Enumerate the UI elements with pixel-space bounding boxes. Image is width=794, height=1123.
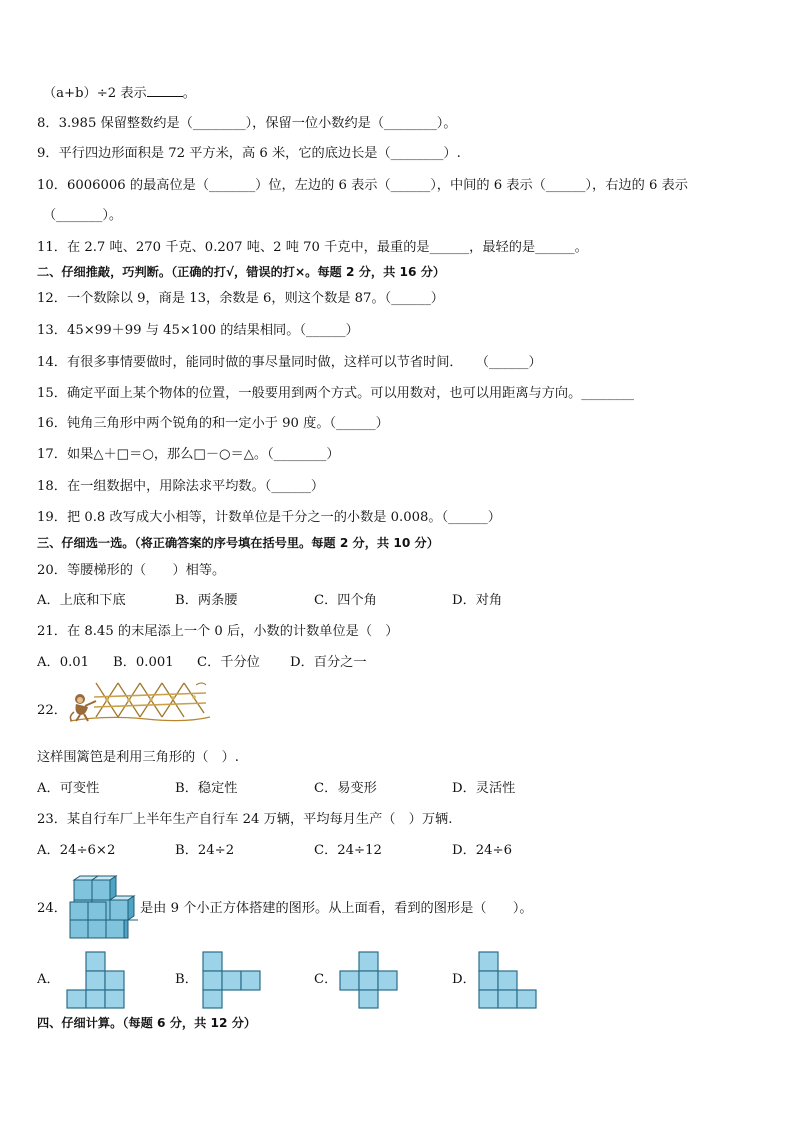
- q22-option-d[interactable]: D．灵活性: [452, 781, 516, 796]
- q7-suffix: 。: [182, 86, 196, 101]
- q22-option-b[interactable]: B．稳定性: [175, 781, 238, 796]
- question-22-number: 22．: [37, 703, 67, 718]
- q20-option-c[interactable]: C．四个角: [314, 593, 377, 608]
- q21-option-c[interactable]: C．千分位: [197, 655, 260, 670]
- q24-option-c-label[interactable]: C．: [314, 972, 338, 987]
- q20-option-b[interactable]: B．两条腰: [175, 593, 238, 608]
- question-16: 16．钝角三角形中两个锐角的和一定小于 90 度。（______）: [37, 416, 389, 431]
- question-23: 23．某自行车厂上半年生产自行车 24 万辆，平均每月生产（ ）万辆.: [37, 812, 453, 827]
- q7-tail: [43, 83, 196, 104]
- question-12: 12．一个数除以 9，商是 13，余数是 6，则这个数是 87。（______）: [37, 291, 444, 306]
- q7-blank[interactable]: [147, 83, 183, 97]
- question-24-text: 是由 9 个小正方体搭建的图形。从上面看，看到的图形是（ ）。: [140, 901, 533, 916]
- section-3-title: 三、仔细选一选。（将正确答案的序号填在括号里。每题 2 分，共 10 分）: [37, 536, 439, 550]
- question-10-line2: （_______）。: [43, 208, 123, 223]
- monkey-figure: [70, 694, 96, 721]
- section-4-title: 四、仔细计算。（每题 6 分，共 12 分）: [37, 1016, 257, 1030]
- question-8: 8．3.985 保留整数约是（________），保留一位小数约是（________）。: [37, 116, 457, 131]
- question-9: 9．平行四边形面积是 72 平方米，高 6 米，它的底边长是（________）.: [37, 146, 461, 161]
- q21-option-b[interactable]: B．0.001: [113, 655, 174, 670]
- q22-option-a[interactable]: A．可变性: [37, 781, 100, 796]
- q20-option-d[interactable]: D．对角: [452, 593, 503, 608]
- question-18: 18．在一组数据中，用除法求平均数。（______）: [37, 479, 325, 494]
- q23-option-b[interactable]: B．24÷2: [175, 843, 235, 858]
- q23-option-d[interactable]: D．24÷6: [452, 843, 512, 858]
- question-24-number: 24．: [37, 901, 67, 916]
- q7-text: （a+b）÷2 表示: [43, 86, 147, 101]
- question-11: 11．在 2.7 吨、270 千克、0.207 吨、2 吨 70 千克中，最重的是______，最轻的是______。: [37, 240, 588, 255]
- q24-option-c-figure[interactable]: [339, 951, 399, 1009]
- q24-option-a-label[interactable]: A．: [37, 972, 60, 987]
- question-22-text: 这样围篱笆是利用三角形的（ ）.: [37, 750, 240, 765]
- q24-option-b-figure[interactable]: [202, 951, 262, 1009]
- cube-stack-illustration: [68, 874, 140, 940]
- question-17: 17．如果△＋□＝○，那么□－○＝△。（________）: [37, 447, 340, 462]
- q24-option-d-figure[interactable]: [478, 951, 538, 1009]
- question-20: 20．等腰梯形的（ ）相等。: [37, 563, 226, 578]
- q21-option-a[interactable]: A．0.01: [37, 655, 90, 670]
- section-2-title: 二、仔细推敲，巧判断。（正确的打√，错误的打×。每题 2 分，共 16 分）: [37, 265, 446, 279]
- question-15: 15．确定平面上某个物体的位置，一般要用到两个方式。可以用数对，也可以用距离与方向。________: [37, 386, 635, 401]
- question-14: 14．有很多事情要做时，能同时做的事尽量同时做，这样可以节省时间． （______）: [37, 355, 542, 370]
- question-10-line1: 10．6006006 的最高位是（_______）位，左边的 6 表示（______），中间的 6 表示（______），右边的 6 表示: [37, 178, 688, 193]
- q21-option-d[interactable]: D．百分之一: [290, 655, 367, 670]
- q24-option-d-label[interactable]: D．: [452, 972, 476, 987]
- q24-option-b-label[interactable]: B．: [175, 972, 198, 987]
- fence-monkey-illustration: [66, 679, 212, 725]
- question-21: 21．在 8.45 的末尾添上一个 0 后，小数的计数单位是（ ）: [37, 624, 399, 639]
- q24-option-a-figure[interactable]: [66, 951, 126, 1009]
- q20-option-a[interactable]: A．上底和下底: [37, 593, 126, 608]
- q22-option-c[interactable]: C．易变形: [314, 781, 377, 796]
- question-13: 13．45×99＋99 与 45×100 的结果相同。（______）: [37, 323, 359, 338]
- q23-option-c[interactable]: C．24÷12: [314, 843, 382, 858]
- q23-option-a[interactable]: A．24÷6×2: [37, 843, 116, 858]
- question-19: 19．把 0.8 改写成大小相等，计数单位是千分之一的小数是 0.008。（______）: [37, 510, 501, 525]
